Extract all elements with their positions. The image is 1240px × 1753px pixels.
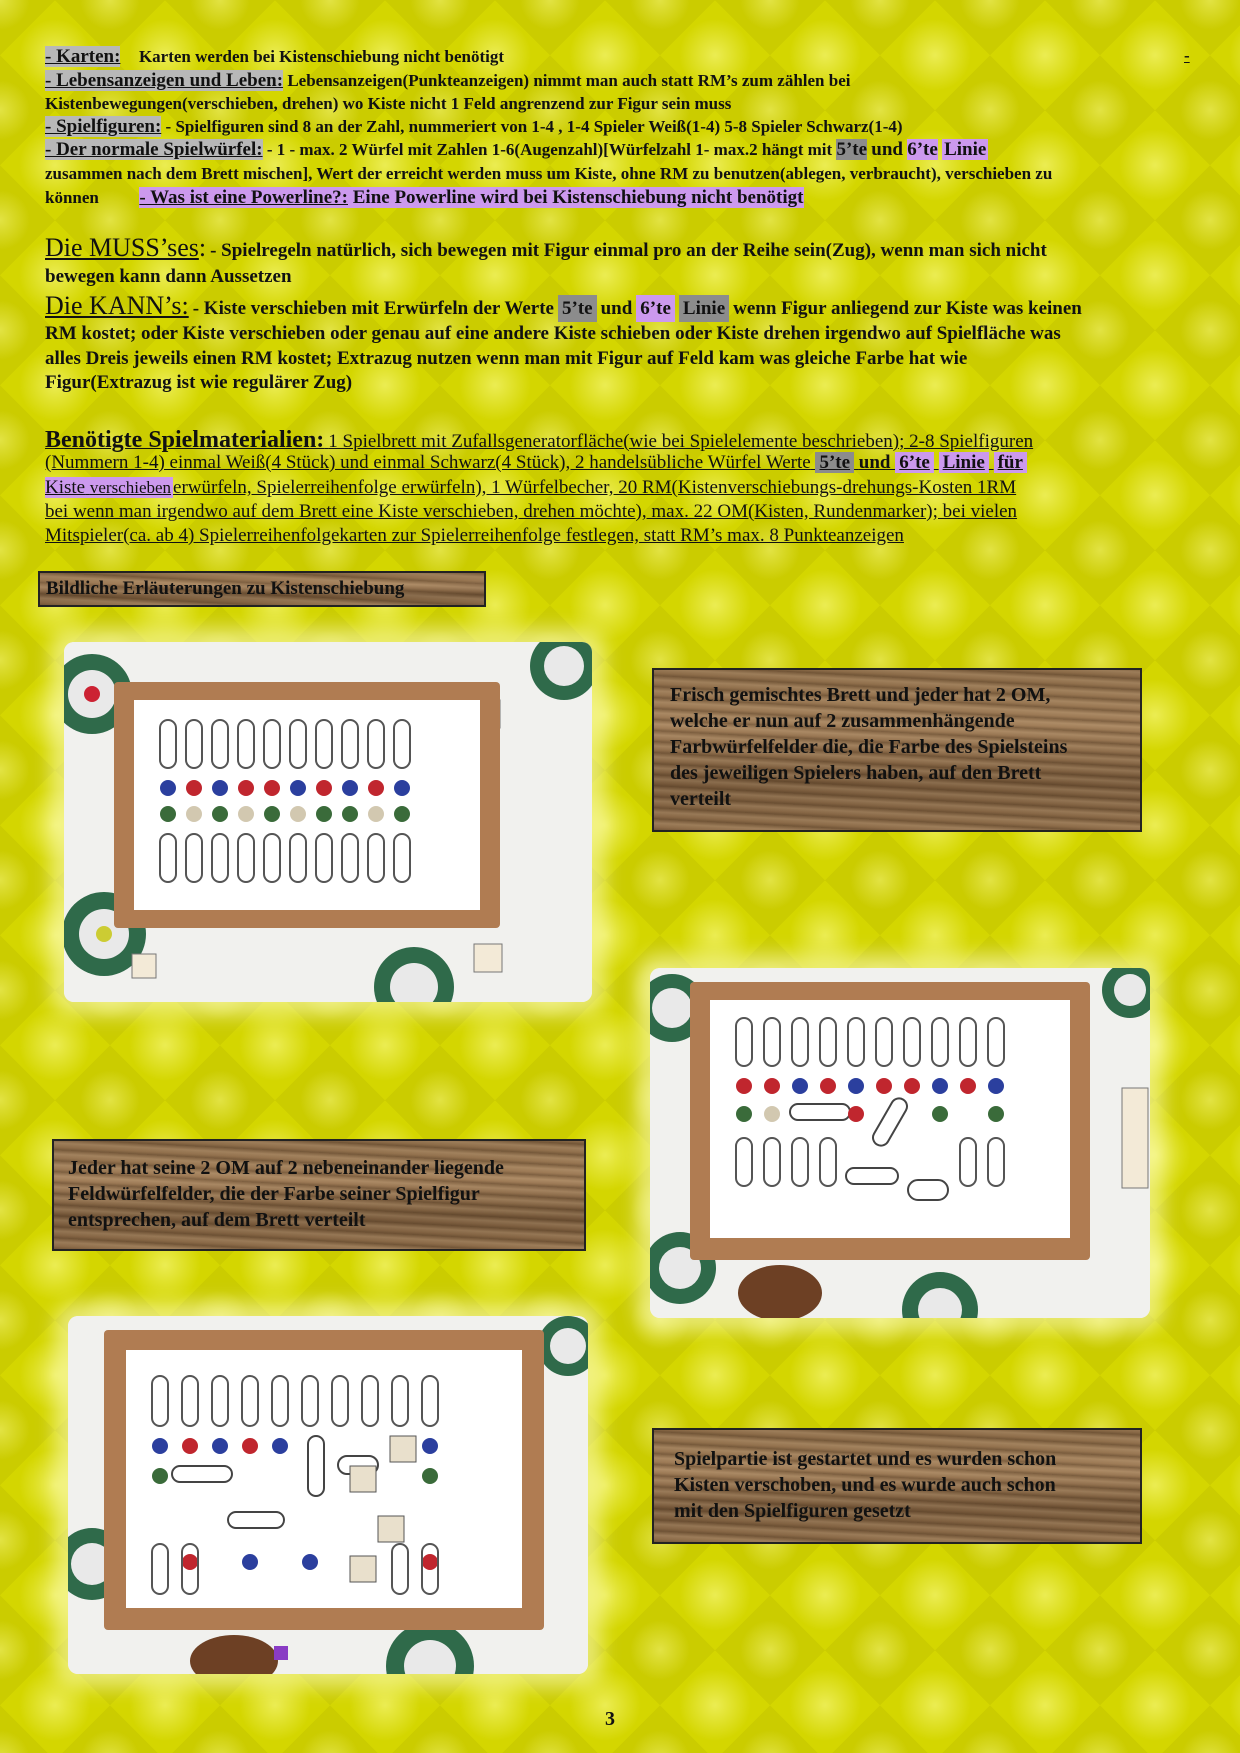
board-photo-3 xyxy=(68,1316,588,1674)
wuerfel-label: - Der normale Spielwürfel: xyxy=(45,139,263,160)
material-text-4: bei wenn man irgendwo auf dem Brett eine Kiste verschieben, drehen möchte), max. 22 OM(Kisten, Rundenmarker); bei vielen xyxy=(45,501,1018,522)
caption-2 xyxy=(52,1139,586,1251)
kann-text-4: Figur(Extrazug ist wie regulärer Zug) xyxy=(45,372,353,393)
wuerfel-5te: 5’te xyxy=(836,139,868,160)
page-number: 3 xyxy=(605,1708,615,1730)
material-line-2 xyxy=(45,452,1027,474)
board-photo-1 xyxy=(64,642,592,1002)
karten-line xyxy=(45,46,504,68)
leben-text-2: Kistenbewegungen(verschieben, drehen) wo Kiste nicht 1 Feld angrenzend zur Figur sein muss xyxy=(45,94,732,113)
powerline-text: Eine Powerline wird bei Kistenschiebung nicht benötigt xyxy=(352,187,804,208)
caption-1 xyxy=(652,668,1142,832)
muss-colon: : xyxy=(198,233,207,262)
caption-3-line: mit den Spielfiguren gesetzt xyxy=(674,1500,911,1522)
koennen-text: können xyxy=(45,188,99,207)
material-text-3: erwürfeln, Spielerreihenfolge erwürfeln), 1 Würfelbecher, 20 RM(Kistenverschiebungs-drehungs-Kosten 1RM xyxy=(173,477,1017,498)
caption-1-line: welche er nun auf 2 zusammenhängende xyxy=(670,710,1015,732)
muss-text-2: bewegen kann dann Aussetzen xyxy=(45,266,292,287)
wuerfel-linie-text: Linie xyxy=(944,139,987,160)
figuren-label: - Spielfiguren: xyxy=(45,116,162,137)
kann-text-3: alles Dreis jeweils einen RM kostet; Extrazug nutzen wenn man mit Figur auf Feld kam was gleiche Farbe hat wie xyxy=(45,348,968,369)
material-line-3 xyxy=(45,477,1016,499)
powerline-label-wrap xyxy=(139,187,803,208)
wuerfel-6te: 6’te xyxy=(907,139,938,160)
die-icon xyxy=(132,954,156,978)
kann-6te: 6’te xyxy=(636,295,675,322)
caption-3-line: Spielpartie ist gestartet und es wurden schon xyxy=(674,1448,1057,1470)
wuerfel-linie xyxy=(942,139,988,160)
muss-label: Die MUSS’ses xyxy=(45,233,199,262)
material-line xyxy=(45,427,1033,454)
material-text-1: 1 Spielbrett mit Zufallsgeneratorfläche(wie bei Spielelemente beschrieben); 2-8 Spielfiguren xyxy=(328,431,1034,452)
die-icon xyxy=(274,1646,288,1660)
die-icon xyxy=(378,1516,404,1542)
material-6te: 6’te xyxy=(895,452,934,473)
material-fuer: für xyxy=(994,452,1027,473)
caption-3 xyxy=(652,1428,1142,1544)
wuerfel-text: - 1 - max. 2 Würfel mit Zahlen 1-6(Augenzahl)[Würfelzahl 1- max.2 hängt mit xyxy=(266,140,833,159)
koennen-line xyxy=(45,187,804,209)
kann-text-2: RM kostet; oder Kiste verschieben oder genau auf eine andere Kiste schieben oder Kiste drehen irgendwo auf Spielfläche was xyxy=(45,323,1061,344)
kann-label: Die KANN’s: xyxy=(45,291,189,320)
karten-text: Karten werden bei Kistenschiebung nicht benötigt xyxy=(138,47,504,66)
corner-mark: - xyxy=(1184,46,1190,65)
kann-text-b: wenn Figur anliegend zur Kiste was keinen xyxy=(733,298,1082,319)
wuerfel-line xyxy=(45,139,988,161)
material-kiste-wrap xyxy=(45,477,173,498)
kann-text-a: - Kiste verschieben mit Erwürfeln der Werte xyxy=(192,298,554,319)
die-stack-icon xyxy=(1122,1088,1148,1188)
caption-2-line: entsprechen, auf dem Brett verteilt xyxy=(68,1209,366,1231)
figuren-line xyxy=(45,116,903,138)
caption-1-line: Farbwürfelfelder die, die Farbe des Spielsteins xyxy=(670,736,1068,758)
muss-line xyxy=(45,233,1047,263)
board-photo-2 xyxy=(650,968,1150,1318)
kann-5te: 5’te xyxy=(558,295,597,322)
leben-label: - Lebensanzeigen und Leben: xyxy=(45,70,284,91)
caption-1-line: verteilt xyxy=(670,788,732,810)
leben-text: Lebensanzeigen(Punkteanzeigen) nimmt man auch statt RM’s zum zählen bei xyxy=(287,71,851,90)
material-und: und xyxy=(858,452,891,473)
leben-line xyxy=(45,70,851,92)
kann-und: und xyxy=(600,298,633,319)
die-icon xyxy=(350,1556,376,1582)
material-label: Benötigte Spielmaterialien: xyxy=(45,427,325,453)
caption-1-line: Frisch gemischtes Brett und jeder hat 2 OM, xyxy=(670,684,1051,706)
material-linie: Linie xyxy=(939,452,989,473)
caption-2-line: Jeder hat seine 2 OM auf 2 nebeneinander liegende xyxy=(68,1157,504,1179)
wuerfel-text-2: zusammen nach dem Brett mischen], Wert der erreicht werden muss um Kiste, ohne RM zu benutzen(ablegen, verbraucht), verschieben zu xyxy=(45,164,1053,183)
kann-linie: Linie xyxy=(679,295,729,322)
caption-3-line: Kisten verschoben, und es wurde auch schon xyxy=(674,1474,1056,1496)
wuerfel-und: und xyxy=(871,139,903,160)
material-verschieben: verschieben xyxy=(89,478,172,497)
caption-1-line: des jeweiligen Spielers haben, auf den Brett xyxy=(670,762,1042,784)
material-kiste: Kiste xyxy=(45,477,86,498)
powerline-label: - Was ist eine Powerline?: xyxy=(139,187,348,208)
die-icon xyxy=(474,944,502,972)
muss-text: - Spielregeln natürlich, sich bewegen mit Figur einmal pro an der Reihe sein(Zug), wenn man sich nicht xyxy=(210,240,1047,261)
material-5te: 5’te xyxy=(815,452,854,473)
caption-2-line: Feldwürfelfelder, die der Farbe seiner Spielfigur xyxy=(68,1183,480,1205)
material-text-2a: (Nummern 1-4) einmal Weiß(4 Stück) und einmal Schwarz(4 Stück), 2 handelsübliche Würfel Werte xyxy=(45,452,811,473)
kann-line xyxy=(45,291,1082,321)
die-icon xyxy=(350,1466,376,1492)
material-text-5: Mitspieler(ca. ab 4) Spielerreihenfolgekarten zur Spielerreihenfolge festlegen, statt RM’s max. 8 Punkteanzeigen xyxy=(45,525,904,546)
figuren-text: - Spielfiguren sind 8 an der Zahl, nummeriert von 1-4 , 1-4 Spieler Weiß(1-4) 5-8 Spieler Schwarz(1-4) xyxy=(165,117,903,136)
karten-label: - Karten: xyxy=(45,46,121,67)
section-heading: Bildliche Erläuterungen zu Kistenschiebung xyxy=(38,571,486,607)
die-icon xyxy=(390,1436,416,1462)
